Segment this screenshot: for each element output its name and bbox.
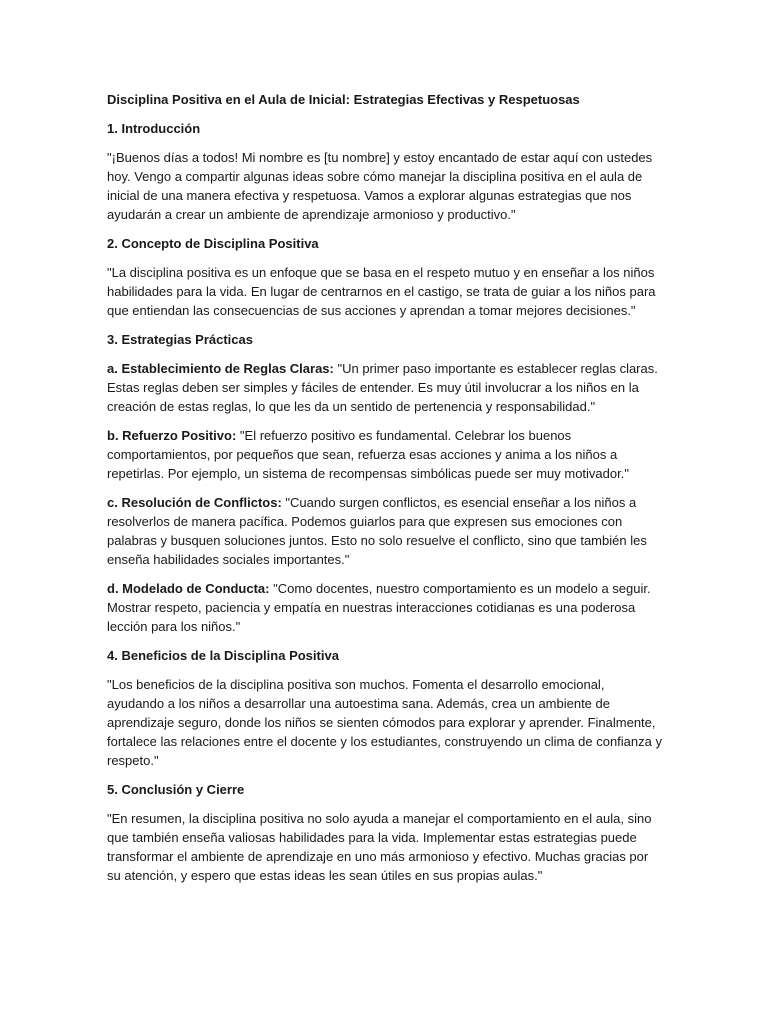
concept-heading: 2. Concepto de Disciplina Positiva xyxy=(107,236,319,251)
document-title: Disciplina Positiva en el Aula de Inicial: Estrategias Efectivas y Respetuosas xyxy=(107,92,580,107)
strategy-c-text: "Cuando surgen conflictos, es esencial enseñar a los niños a resolverlos de manera pacífica. Podemos guiarlos para que expresen sus emociones con palabras y busquen soluciones juntos. Esto no solo resuelve el conflicto, sino que también les enseña habilidades sociales importantes." xyxy=(107,495,647,567)
strategy-a-paragraph xyxy=(107,359,663,416)
intro-paragraph: "¡Buenos días a todos! Mi nombre es [tu nombre] y estoy encantado de estar aquí con ustedes hoy. Vengo a compartir algunas ideas sobre cómo manejar la disciplina positiva en el aula de inicial de una manera efectiva y respetuosa. Vamos a explorar algunas estrategias que nos ayudarán a crear un ambiente de aprendizaje armonioso y productivo." xyxy=(107,150,653,222)
document-page xyxy=(107,90,663,895)
strategy-d-paragraph xyxy=(107,579,663,636)
strategy-c-lead: c. Resolución de Conflictos: xyxy=(107,495,282,510)
benefits-paragraph: "Los beneficios de la disciplina positiva son muchos. Fomenta el desarrollo emocional, ayudando a los niños a desarrollar una autoestima sana. Además, crea un ambiente de aprendizaje seguro, donde los niños se sienten cómodos para explorar y aprender. Finalmente, fortalece las relaciones entre el docente y los estudiantes, construyendo un clima de confianza y respeto." xyxy=(107,677,662,768)
benefits-heading: 4. Beneficios de la Disciplina Positiva xyxy=(107,648,339,663)
strategy-b-paragraph xyxy=(107,426,663,483)
strategy-c-paragraph xyxy=(107,493,663,569)
conclusion-paragraph: "En resumen, la disciplina positiva no solo ayuda a manejar el comportamiento en el aula, sino que también enseña valiosas habilidades para la vida. Implementar estas estrategias puede transformar el ambiente de aprendizaje en uno más armonioso y efectivo. Muchas gracias por su atención, y espero que estas ideas les sean útiles en sus propias aulas." xyxy=(107,811,652,883)
strategy-a-text: "Un primer paso importante es establecer reglas claras. Estas reglas deben ser simples y fáciles de entender. Es muy útil involucrar a los niños en la creación de estas reglas, lo que les da un sentido de pertenencia y responsabilidad." xyxy=(107,361,658,414)
strategies-heading: 3. Estrategias Prácticas xyxy=(107,332,253,347)
strategy-b-text: "El refuerzo positivo es fundamental. Celebrar los buenos comportamientos, por pequeños que sean, refuerza esas acciones y anima a los niños a repetirlas. Por ejemplo, un sistema de recompensas simbólicas puede ser muy motivador." xyxy=(107,428,629,481)
strategy-a-lead: a. Establecimiento de Reglas Claras: xyxy=(107,361,334,376)
intro-heading: 1. Introducción xyxy=(107,121,201,136)
conclusion-heading: 5. Conclusión y Cierre xyxy=(107,782,245,797)
strategy-d-text: "Como docentes, nuestro comportamiento es un modelo a seguir. Mostrar respeto, paciencia y empatía en nuestras interacciones cotidianas es una poderosa lección para los niños." xyxy=(107,581,651,634)
concept-paragraph: "La disciplina positiva es un enfoque que se basa en el respeto mutuo y en enseñar a los niños habilidades para la vida. En lugar de centrarnos en el castigo, se trata de guiar a los niños para que entiendan las consecuencias de sus acciones y aprendan a tomar mejores decisiones." xyxy=(107,265,656,318)
strategy-b-lead: b. Refuerzo Positivo: xyxy=(107,428,237,443)
strategy-d-lead: d. Modelado de Conducta: xyxy=(107,581,270,596)
